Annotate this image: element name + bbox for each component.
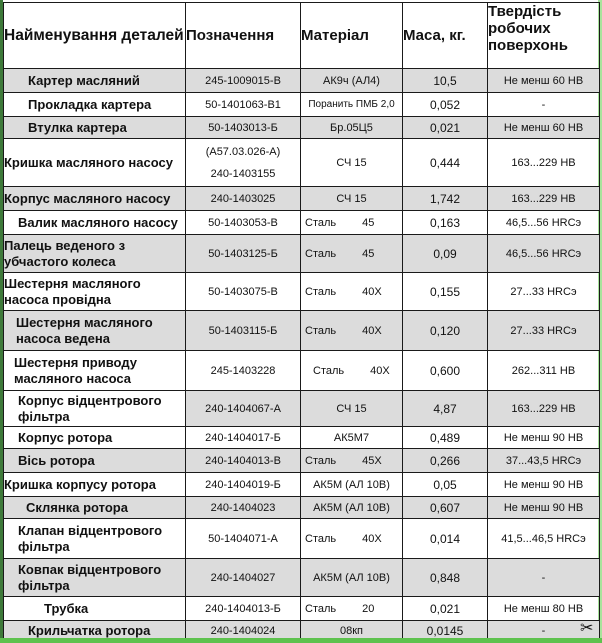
cell-material [301,235,403,273]
cell-mass: 10,5 [403,69,488,93]
material-grade: 40Х [362,324,382,337]
cell-code: 240-1404013-Б [186,597,301,621]
cell-hardness: Не менш 90 НВ [488,473,600,497]
header-code: Позначення [186,3,301,69]
cell-mass: 0,155 [403,273,488,311]
cell-name: Шестерня масляного насоса ведена [4,311,186,351]
cell-code: 240-1404019-Б [186,473,301,497]
cell-code: 240-1404067-А [186,391,301,427]
cell-mass: 0,05 [403,473,488,497]
material-grade: 40Х [362,532,382,545]
cell-material [301,351,403,391]
cell-hardness: 46,5...56 HRCэ [488,211,600,235]
cell-code: 240-1404017-Б [186,427,301,449]
cell-mass: 0,163 [403,211,488,235]
material-type: Сталь [305,216,337,229]
cell-name: Корпус ротора [4,427,186,449]
cell-hardness: 163...229 НВ [488,139,600,187]
cell-name: Картер масляний [4,69,186,93]
cell-material [301,519,403,559]
table-row [4,449,600,473]
cell-name: Втулка картера [4,117,186,139]
cell-mass: 0,014 [403,519,488,559]
cell-name: Кришка масляного насосу [4,139,186,187]
cell-code: 240-1404013-В [186,449,301,473]
material-type: Сталь [305,324,337,337]
header-name: Найменування деталей [4,3,186,69]
cell-hardness: - [488,621,600,641]
cell-hardness: 163...229 НВ [488,391,600,427]
cell-material: АК9ч (АЛ4) [301,69,403,93]
material-grade: 45Х [362,454,382,467]
cell-hardness: Не менш 60 НВ [488,117,600,139]
cell-hardness: Не менш 90 НВ [488,427,600,449]
cell-material [301,273,403,311]
cell-name: Прокладка картера [4,93,186,117]
cell-code: 240-1403025 [186,187,301,211]
table-row [4,93,600,117]
frame-bottom-border [0,638,602,643]
cell-hardness: 27...33 HRCэ [488,273,600,311]
cell-name: Вісь ротора [4,449,186,473]
cell-material: АК5М (АЛ 10В) [301,559,403,597]
cell-mass: 0,607 [403,497,488,519]
cell-mass: 0,120 [403,311,488,351]
table-row [4,427,600,449]
material-grade: 20 [362,602,375,615]
material-type: Сталь [305,532,337,545]
table-row [4,117,600,139]
cell-mass: 0,489 [403,427,488,449]
cell-mass: 1,742 [403,187,488,211]
cell-mass: 0,021 [403,597,488,621]
table-row [4,273,600,311]
cell-name: Склянка ротора [4,497,186,519]
header-hardness: Твердість робочих поверхонь [488,3,600,69]
cell-mass: 0,0145 [403,621,488,641]
cell-code: 240-1404023 [186,497,301,519]
scissors-icon: ✂ [580,620,594,637]
cell-material [301,449,403,473]
cell-code: 240-1404024 [186,621,301,641]
cell-material: СЧ 15 [301,391,403,427]
cell-hardness: 46,5...56 HRCэ [488,235,600,273]
cell-hardness: Не менш 80 НВ [488,597,600,621]
cell-hardness: 262...311 НВ [488,351,600,391]
material-type: Сталь [305,247,337,260]
cell-material [301,211,403,235]
cell-material: Бр.05Ц5 [301,117,403,139]
cell-hardness: 27...33 HRCэ [488,311,600,351]
cell-code-line1: (А57.03.026-А) [205,145,281,158]
cell-hardness: Не менш 60 НВ [488,69,600,93]
cell-name: Валик масляного насосу [4,211,186,235]
material-type: Сталь [313,364,345,377]
cell-code: 50-1403125-Б [186,235,301,273]
cell-material: АК5М7 [301,427,403,449]
material-grade: 45 [362,216,375,229]
cell-name: Трубка [4,597,186,621]
table-row [4,69,600,93]
table-row [4,391,600,427]
material-grade: 40Х [362,285,382,298]
cell-hardness: - [488,93,600,117]
cell-material: 08кп [301,621,403,641]
cell-code-line2: 240-1403155 [210,167,276,180]
table-row [4,559,600,597]
cell-mass: 0,021 [403,117,488,139]
material-type: Сталь [305,285,337,298]
table-row [4,187,600,211]
cell-name: Шестерня приводу масляного насоса [4,351,186,391]
cell-code: 50-1403013-Б [186,117,301,139]
table-row [4,211,600,235]
cell-material: Поранить ПМБ 2,0 [301,93,403,117]
parts-table [3,2,600,641]
material-type: Сталь [305,602,337,615]
table-row [4,351,600,391]
table-row [4,311,600,351]
cell-code: 50-1403053-В [186,211,301,235]
cell-code: 50-1403075-В [186,273,301,311]
cell-mass: 0,600 [403,351,488,391]
cell-material: АК5М (АЛ 10В) [301,497,403,519]
header-mass: Маса, кг. [403,3,488,69]
cell-hardness: Не менш 90 НВ [488,497,600,519]
cell-code: 50-1403115-Б [186,311,301,351]
table-row [4,139,600,187]
cell-mass: 0,848 [403,559,488,597]
cell-name: Шестерня масляного насоса провідна [4,273,186,311]
cell-name: Клапан відцентрового фільтра [4,519,186,559]
table-row [4,235,600,273]
cell-hardness: 37...43,5 HRCэ [488,449,600,473]
material-grade: 40Х [370,364,390,377]
cell-mass: 0,09 [403,235,488,273]
cell-name: Кришка корпусу ротора [4,473,186,497]
cell-hardness: - [488,559,600,597]
table-row [4,473,600,497]
cell-name: Корпус масляного насосу [4,187,186,211]
cell-code [186,139,301,187]
cell-code: 245-1009015-В [186,69,301,93]
cell-material [301,311,403,351]
cell-hardness: 163...229 НВ [488,187,600,211]
cell-code: 245-1403228 [186,351,301,391]
cell-material: АК5М (АЛ 10В) [301,473,403,497]
table-row [4,597,600,621]
cell-name: Ковпак відцентрового фільтра [4,559,186,597]
cell-material: СЧ 15 [301,187,403,211]
cell-mass: 0,444 [403,139,488,187]
cell-name: Палець веденого з убчастого колеса [4,235,186,273]
cell-material [301,597,403,621]
table-header-row [4,3,600,69]
cell-name: Корпус відцентрового фільтра [4,391,186,427]
cell-mass: 0,266 [403,449,488,473]
cell-hardness: 41,5...46,5 HRCэ [488,519,600,559]
cell-mass: 0,052 [403,93,488,117]
cell-code: 240-1404027 [186,559,301,597]
cell-material: СЧ 15 [301,139,403,187]
material-type: Сталь [305,454,337,467]
table-row [4,497,600,519]
cell-mass: 4,87 [403,391,488,427]
cell-code: 50-1401063-В1 [186,93,301,117]
cell-name: Крильчатка ротора [4,621,186,641]
material-grade: 45 [362,247,375,260]
header-material: Матеріал [301,3,403,69]
cell-code: 50-1404071-А [186,519,301,559]
table-row [4,519,600,559]
